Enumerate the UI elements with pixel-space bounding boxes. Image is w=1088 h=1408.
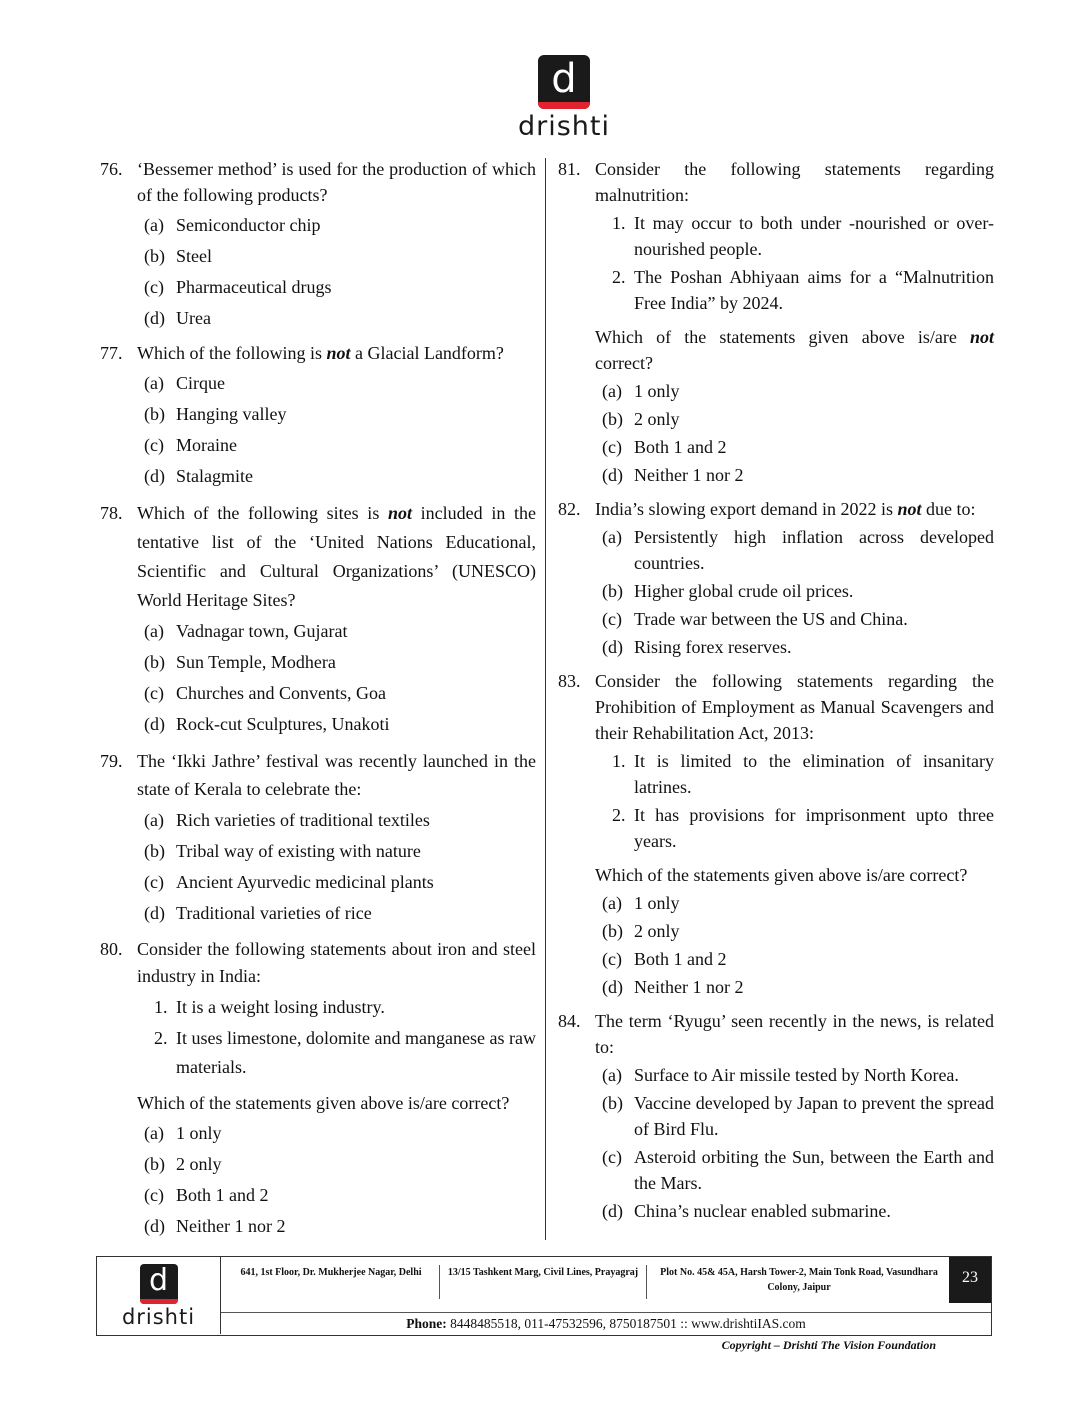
option-d: (d) Stalagmite xyxy=(144,466,253,486)
question-stem: Consider the following statements regarding malnutrition: xyxy=(595,159,994,205)
statement-1: 1. It is limited to the elimination of insanitary latrines. xyxy=(612,751,994,797)
statement-1: 1. It may occur to both under -nourished or over-nourished people. xyxy=(612,213,994,259)
option-b: (b) 2 only xyxy=(602,921,680,941)
option-a: (a) Persistently high inflation across developed countries. xyxy=(602,527,994,573)
option-b: (b) Sun Temple, Modhera xyxy=(144,652,336,672)
statement-2: 2. It uses limestone, dolomite and manganese as raw materials. xyxy=(154,1028,536,1077)
question-84: 84. The term ‘Ryugu’ seen recently in the news, is related to: xyxy=(558,1008,994,1060)
option-d: (d) Rising forex reserves. xyxy=(602,637,792,657)
question-stem: ‘Bessemer method’ is used for the production of which of the following products? xyxy=(137,159,536,205)
address-prayagraj: 13/15 Tashkent Marg, Civil Lines, Prayagraj xyxy=(447,1267,639,1278)
column-divider xyxy=(545,158,546,1240)
question-79: 79. The ‘Ikki Jathre’ festival was recently launched in the state of Kerala to celebrate the: xyxy=(100,747,536,803)
option-c: (c) Trade war between the US and China. xyxy=(602,609,908,629)
option-a: (a) 1 only xyxy=(602,381,680,401)
address-delhi: 641, 1st Floor, Dr. Mukherjee Nagar, Delhi xyxy=(240,1267,422,1278)
question-80: 80. Consider the following statements about iron and steel industry in India: xyxy=(100,936,536,990)
option-d: (d) Urea xyxy=(144,308,211,328)
question-stem: The ‘Ikki Jathre’ festival was recently launched in the state of Kerala to celebrate the: xyxy=(137,751,536,799)
logo-wordmark: drishti xyxy=(517,111,610,142)
question-81: 81. Consider the following statements regarding malnutrition: xyxy=(558,156,994,208)
question-follow: Which of the statements given above is/are correct? xyxy=(137,1093,510,1113)
option-a: (a) 1 only xyxy=(602,893,680,913)
option-b: (b) Higher global crude oil prices. xyxy=(602,581,854,601)
option-d: (d) China’s nuclear enabled submarine. xyxy=(602,1201,891,1221)
option-b: (b) Tribal way of existing with nature xyxy=(144,841,421,861)
question-76: 76. ‘Bessemer method’ is used for the production of which of the following products? xyxy=(100,156,536,208)
left-column xyxy=(100,156,536,1239)
option-b: (b) 2 only xyxy=(144,1154,222,1174)
option-c: (c) Both 1 and 2 xyxy=(144,1185,269,1205)
option-d: (d) Neither 1 nor 2 xyxy=(602,977,744,997)
option-a: (a) 1 only xyxy=(144,1123,222,1143)
option-d: (d) Neither 1 nor 2 xyxy=(602,465,744,485)
address-separator xyxy=(646,1265,647,1299)
drishti-logo-icon: d xyxy=(538,55,590,109)
question-78: 78. Which of the following sites is not included in the tentative list of the ‘United Nations Educational, Scientific and Cultural Organizations’ (UNESCO) World Heritage Sites? xyxy=(100,499,536,615)
statement-2: 2. The Poshan Abhiyaan aims for a “Malnutrition Free India” by 2024. xyxy=(612,267,994,313)
question-stem: Consider the following statements about iron and steel industry in India: xyxy=(137,939,536,986)
option-a: (a) Cirque xyxy=(144,373,225,393)
address-jaipur: Plot No. 45& 45A, Harsh Tower-2, Main Tonk Road, Vasundhara Colony, Jaipur xyxy=(660,1267,938,1293)
question-stem: Which of the following is not a Glacial Landform? xyxy=(137,343,504,363)
option-c: (c) Moraine xyxy=(144,435,237,455)
question-stem: Consider the following statements regarding the Prohibition of Employment as Manual Scavengers and their Rehabilitation Act, 2013: xyxy=(595,671,994,743)
option-c: (c) Both 1 and 2 xyxy=(602,949,727,969)
option-b: (b) 2 only xyxy=(602,409,680,429)
question-77: 77. Which of the following is not a Glacial Landform? xyxy=(100,340,536,366)
address-separator xyxy=(439,1265,440,1299)
right-column xyxy=(558,156,994,1224)
drishti-logo-icon: d xyxy=(140,1264,178,1304)
option-d: (d) Traditional varieties of rice xyxy=(144,903,372,923)
option-b: (b) Vaccine developed by Japan to prevent the spread of Bird Flu. xyxy=(602,1093,994,1139)
contact-line: Phone: 8448485518, 011-47532596, 8750187501 :: www.drishtiIAS.com xyxy=(221,1312,991,1334)
question-follow: Which of the statements given above is/are not correct? xyxy=(595,327,994,373)
option-a: (a) Semiconductor chip xyxy=(144,215,321,235)
copyright-notice: Copyright – Drishti The Vision Foundation xyxy=(721,1338,936,1352)
option-b: (b) Hanging valley xyxy=(144,404,287,424)
option-c: (c) Ancient Ayurvedic medicinal plants xyxy=(144,872,434,892)
logo-wordmark: drishti xyxy=(121,1305,196,1329)
page-footer xyxy=(96,1256,992,1336)
option-a: (a) Rich varieties of traditional textiles xyxy=(144,810,430,830)
option-c: (c) Churches and Convents, Goa xyxy=(144,683,386,703)
question-stem: India’s slowing export demand in 2022 is not due to: xyxy=(595,499,976,519)
page-number: 23 xyxy=(949,1257,991,1303)
option-c: (c) Both 1 and 2 xyxy=(602,437,727,457)
option-c: (c) Asteroid orbiting the Sun, between the Earth and the Mars. xyxy=(602,1147,994,1193)
statement-2: 2. It has provisions for imprisonment upto three years. xyxy=(612,805,994,851)
footer-logo xyxy=(97,1257,221,1334)
option-a: (a) Surface to Air missile tested by North Korea. xyxy=(602,1065,959,1085)
question-82: 82. India’s slowing export demand in 2022 is not due to: xyxy=(558,496,994,522)
question-follow: Which of the statements given above is/are correct? xyxy=(595,865,968,885)
question-stem: Which of the following sites is not included in the tentative list of the ‘United Nations Educational, Scientific and Cultural Organizations’ (UNESCO) World Heritage Sites? xyxy=(137,503,536,610)
question-stem: The term ‘Ryugu’ seen recently in the news, is related to: xyxy=(595,1011,994,1057)
option-d: (d) Rock-cut Sculptures, Unakoti xyxy=(144,714,390,734)
option-c: (c) Pharmaceutical drugs xyxy=(144,277,332,297)
option-b: (b) Steel xyxy=(144,246,212,266)
option-d: (d) Neither 1 nor 2 xyxy=(144,1216,286,1236)
statement-1: 1. It is a weight losing industry. xyxy=(154,997,385,1017)
header-logo xyxy=(516,55,612,142)
option-a: (a) Vadnagar town, Gujarat xyxy=(144,621,348,641)
question-83: 83. Consider the following statements regarding the Prohibition of Employment as Manual Scavengers and their Rehabilitation Act, 2013: xyxy=(558,668,994,746)
